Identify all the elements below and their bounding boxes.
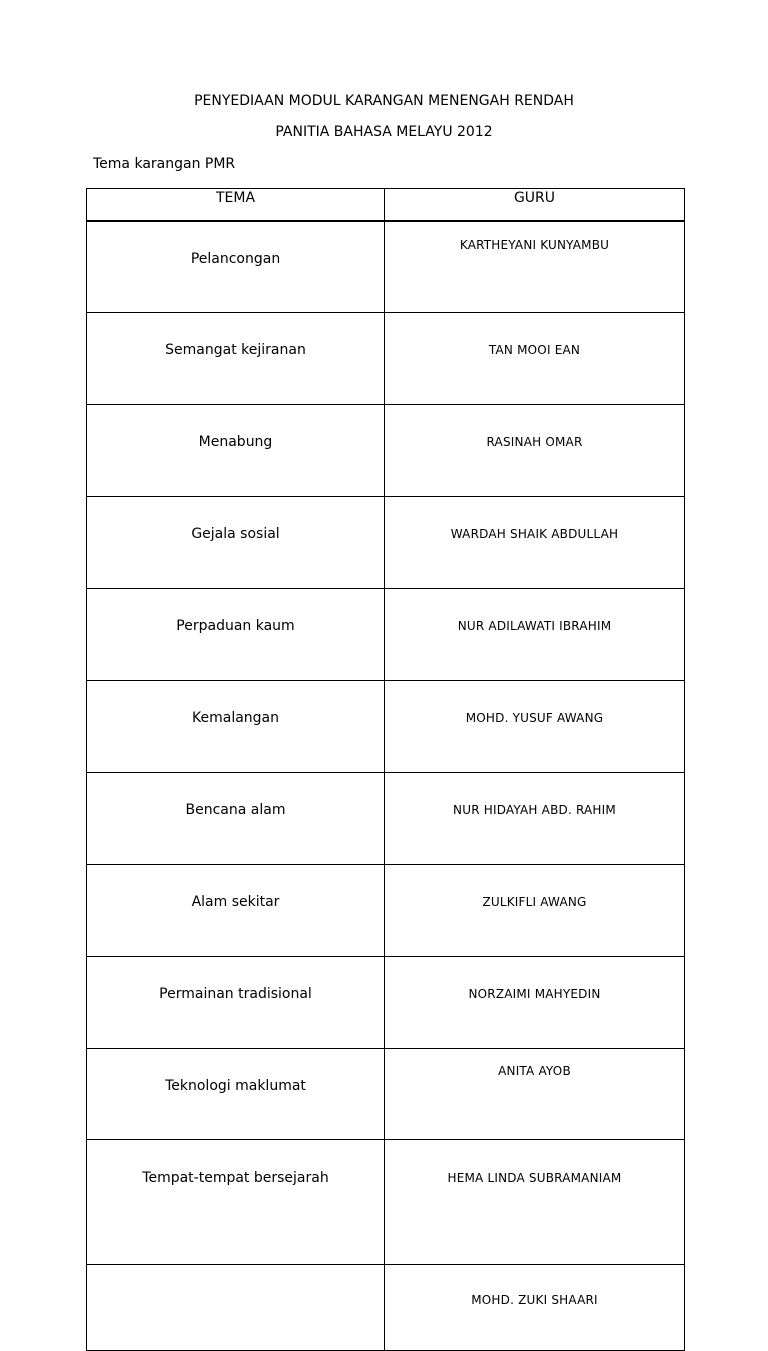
teacher-cell: WARDAH SHAIK ABDULLAH [385,497,685,589]
table-row [87,1265,685,1351]
table-row [87,773,685,865]
theme-teacher-table [86,188,685,1351]
theme-cell: Kemalangan [87,681,385,773]
theme-cell: Bencana alam [87,773,385,865]
teacher-cell: NUR ADILAWATI IBRAHIM [385,589,685,681]
column-header-tema: TEMA [87,189,385,222]
teacher-cell: NUR HIDAYAH ABD. RAHIM [385,773,685,865]
theme-cell: Tempat-tempat bersejarah [87,1140,385,1265]
table-row [87,1049,685,1140]
teacher-cell: MOHD. ZUKI SHAARI [385,1265,685,1351]
table-row [87,589,685,681]
theme-cell: Teknologi maklumat [87,1049,385,1140]
table-row [87,865,685,957]
theme-cell: Permainan tradisional [87,957,385,1049]
table-header-row [87,189,685,222]
theme-cell: Gejala sosial [87,497,385,589]
teacher-cell: RASINAH OMAR [385,405,685,497]
teacher-cell: ANITA AYOB [385,1049,685,1140]
document-title: PENYEDIAAN MODUL KARANGAN MENENGAH RENDAH [194,93,574,109]
theme-cell: Perpaduan kaum [87,589,385,681]
theme-cell: Pelancongan [87,221,385,313]
theme-cell: Menabung [87,405,385,497]
table-row [87,681,685,773]
theme-cell: Alam sekitar [87,865,385,957]
teacher-cell: HEMA LINDA SUBRAMANIAM [385,1140,685,1265]
teacher-cell: KARTHEYANI KUNYAMBU [385,221,685,313]
table-row [87,497,685,589]
table-row [87,221,685,313]
section-label: Tema karangan PMR [93,156,236,172]
column-header-guru: GURU [385,189,685,222]
document-subtitle: PANITIA BAHASA MELAYU 2012 [275,124,493,140]
theme-cell [87,1265,385,1351]
table-row [87,957,685,1049]
theme-cell: Semangat kejiranan [87,313,385,405]
teacher-cell: TAN MOOI EAN [385,313,685,405]
table-row [87,1140,685,1265]
table-row [87,405,685,497]
teacher-cell: ZULKIFLI AWANG [385,865,685,957]
table-row [87,313,685,405]
teacher-cell: NORZAIMI MAHYEDIN [385,957,685,1049]
teacher-cell: MOHD. YUSUF AWANG [385,681,685,773]
